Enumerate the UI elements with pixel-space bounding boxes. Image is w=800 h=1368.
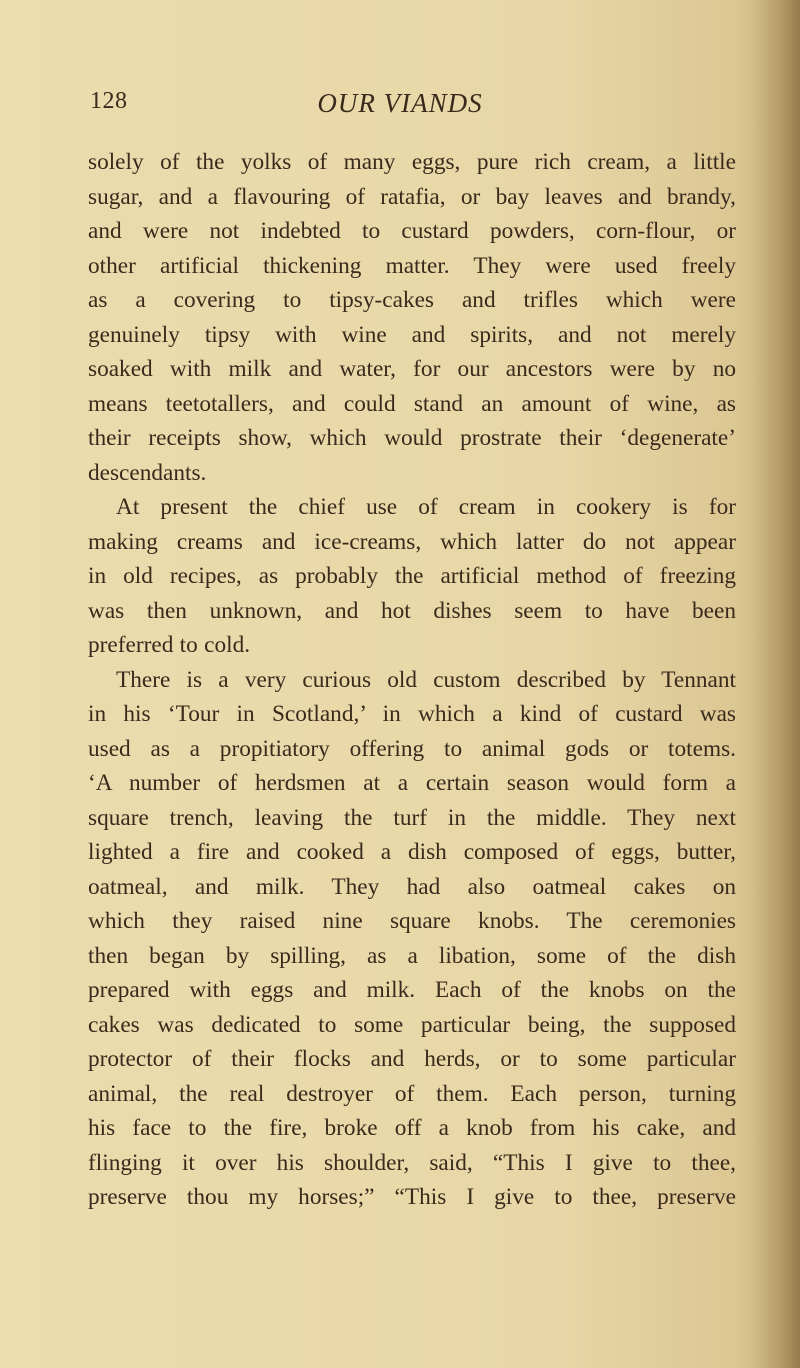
text-line: cakes was dedicated to some particular being, the supposed (88, 1011, 736, 1038)
text-line: his face to the fire, broke off a knob from his cake, and (88, 1115, 736, 1141)
text-line: which they raised nine square knobs. The ceremonies (88, 908, 736, 934)
text-line: preferred to cold. (88, 632, 251, 658)
text-line: There is a very curious old custom described by Tennant (116, 666, 736, 693)
running-head: OUR VIANDS (317, 88, 483, 118)
text-line: soaked with milk and water, for our ancestors were by no (88, 356, 736, 382)
page-edge-shadow (754, 0, 800, 1368)
page-header (0, 88, 800, 128)
text-line: oatmeal, and milk. They had also oatmeal cakes on (88, 873, 736, 900)
text-line: square trench, leaving the turf in the middle. They next (88, 804, 736, 831)
text-line: in his ‘Tour in Scotland,’ in which a kind of custard was (88, 701, 736, 727)
text-line: and were not indebted to custard powders, corn-flour, or (88, 218, 736, 244)
text-line: solely of the yolks of many eggs, pure rich cream, a little (88, 149, 736, 175)
text-line: At present the chief use of cream in cookery is for (116, 494, 736, 520)
text-line: prepared with eggs and milk. Each of the knobs on the (88, 977, 736, 1003)
text-line: making creams and ice-creams, which latter do not appear (88, 528, 736, 555)
text-line: used as a propitiatory offering to animal gods or totems. (88, 735, 736, 762)
body-text (88, 145, 736, 1215)
text-line: as a covering to tipsy-cakes and trifles which were (88, 287, 736, 313)
text-line: sugar, and a flavouring of ratafia, or bay leaves and brandy, (88, 183, 736, 210)
page-number: 128 (90, 88, 128, 114)
text-line: then began by spilling, as a libation, some of the dish (88, 942, 736, 969)
text-line: lighted a fire and cooked a dish composed of eggs, butter, (88, 839, 736, 865)
text-line: animal, the real destroyer of them. Each person, turning (88, 1080, 736, 1107)
text-line: their receipts show, which would prostrate their ‘degenerate’ (88, 425, 736, 451)
text-line: protector of their flocks and herds, or to some particular (88, 1046, 736, 1072)
text-line: flinging it over his shoulder, said, “This I give to thee, (88, 1149, 736, 1176)
text-line: other artificial thickening matter. They were used freely (88, 252, 736, 279)
text-line: means teetotallers, and could stand an amount of wine, as (88, 390, 736, 417)
text-line: preserve thou my horses;” “This I give to thee, preserve (88, 1184, 736, 1210)
text-line: descendants. (88, 459, 207, 486)
text-line: genuinely tipsy with wine and spirits, and not merely (88, 321, 736, 348)
text-line: ‘A number of herdsmen at a certain season would form a (88, 770, 736, 796)
text-line: was then unknown, and hot dishes seem to have been (88, 597, 736, 624)
text-line: in old recipes, as probably the artificial method of freezing (88, 563, 736, 589)
